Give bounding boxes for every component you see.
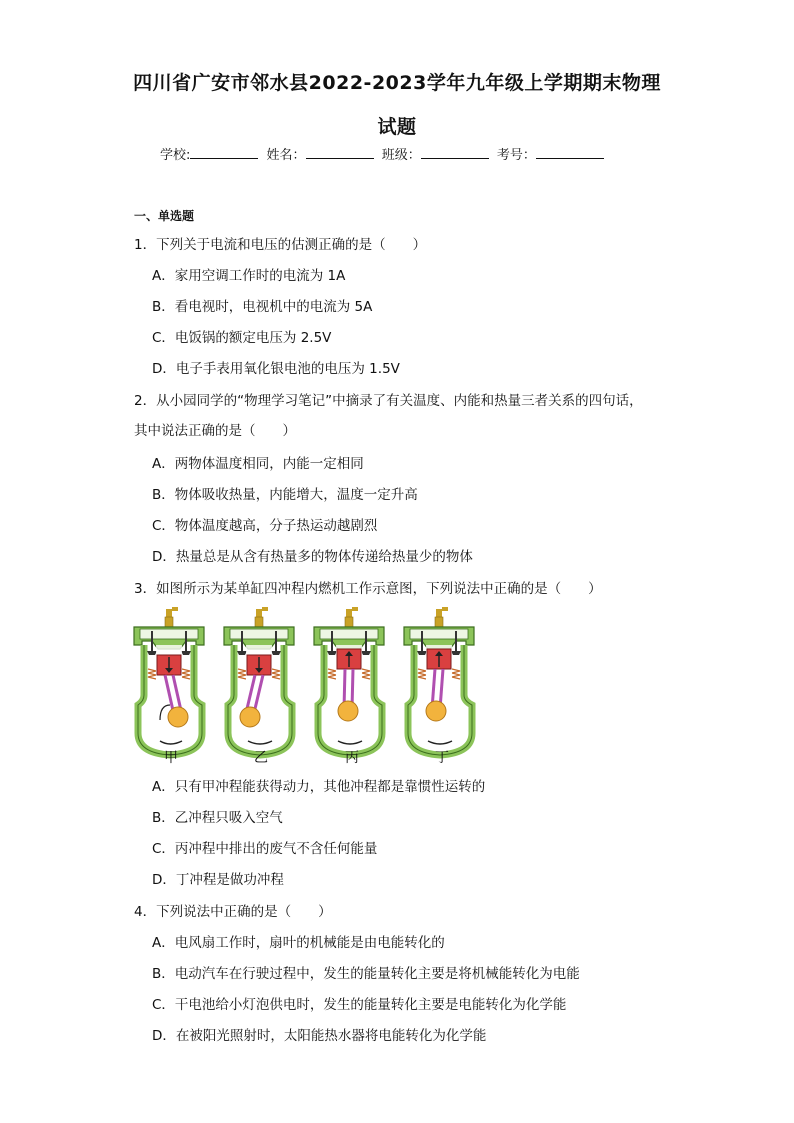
question-1-option-d: D．电子手表用氧化银电池的电压为 1.5V [152,361,400,377]
question-4-option-b: B．电动汽车在行驶过程中，发生的能量转化主要是将机械能转化为电能 [152,966,580,982]
engine-bing [314,607,384,755]
student-info-row [160,144,640,163]
school-label: 学校: [160,148,191,163]
engine-stroke-diagram [128,603,478,765]
question-3-option-a: A．只有甲冲程能获得动力，其他冲程都是靠惯性运转的 [152,779,486,795]
class-blank[interactable] [421,146,489,159]
page-title: 四川省广安市邻水县2022-2023学年九年级上学期期末物理 [133,72,661,94]
question-2-option-b: B．物体吸收热量，内能增大，温度一定升高 [152,487,418,503]
name-blank[interactable] [306,146,374,159]
section-title: 一、单选题 [134,209,195,223]
name-label: 姓名： [266,148,306,163]
page-title-continued: 试题 [377,116,417,138]
question-2-option-c: C．物体温度越高，分子热运动越剧烈 [152,518,378,534]
figure-label-yi: 乙 [254,750,268,766]
figure-label-jia: 甲 [164,750,178,766]
exam-number-blank[interactable] [536,146,604,159]
question-4-stem: 4．下列说法中正确的是（ ） [134,904,332,920]
question-3-option-c: C．丙冲程中排出的废气不含任何能量 [152,841,378,857]
question-4-option-c: C．干电池给小灯泡供电时，发生的能量转化主要是电能转化为化学能 [152,997,567,1013]
question-4-option-a: A．电风扇工作时，扇叶的机械能是由电能转化的 [152,935,445,951]
question-1-stem: 1．下列关于电流和电压的估测正确的是（ ） [134,237,427,253]
engine-figure-labels [128,747,478,767]
question-3-option-b: B．乙冲程只吸入空气 [152,810,283,826]
question-1-option-b: B．看电视时，电视机中的电流为 5A [152,299,373,315]
engine-yi [224,607,294,755]
question-2-option-d: D．热量总是从含有热量多的物体传递给热量少的物体 [152,549,473,565]
school-blank[interactable] [190,146,258,159]
question-2-stem-continued: 其中说法正确的是（ ） [134,423,296,439]
question-2-stem: 2．从小园同学的“物理学习笔记”中摘录了有关温度、内能和热量三者关系的四句话， [134,393,643,409]
question-1-option-a: A．家用空调工作时的电流为 1A [152,268,346,284]
exam-number-label: 考号： [496,148,536,163]
question-4-option-d: D．在被阳光照射时，太阳能热水器将电能转化为化学能 [152,1028,487,1044]
question-2-option-a: A．两物体温度相同，内能一定相同 [152,456,364,472]
figure-label-ding: 丁 [435,750,449,766]
engine-jia [134,607,204,755]
class-label: 班级： [381,148,421,163]
question-3-option-d: D．丁冲程是做功冲程 [152,872,284,888]
question-3-stem: 3．如图所示为某单缸四冲程内燃机工作示意图，下列说法中正确的是（ ） [134,581,602,597]
figure-label-bing: 丙 [345,750,359,766]
engine-ding [404,607,474,755]
question-1-option-c: C．电饭锅的额定电压为 2.5V [152,330,332,346]
